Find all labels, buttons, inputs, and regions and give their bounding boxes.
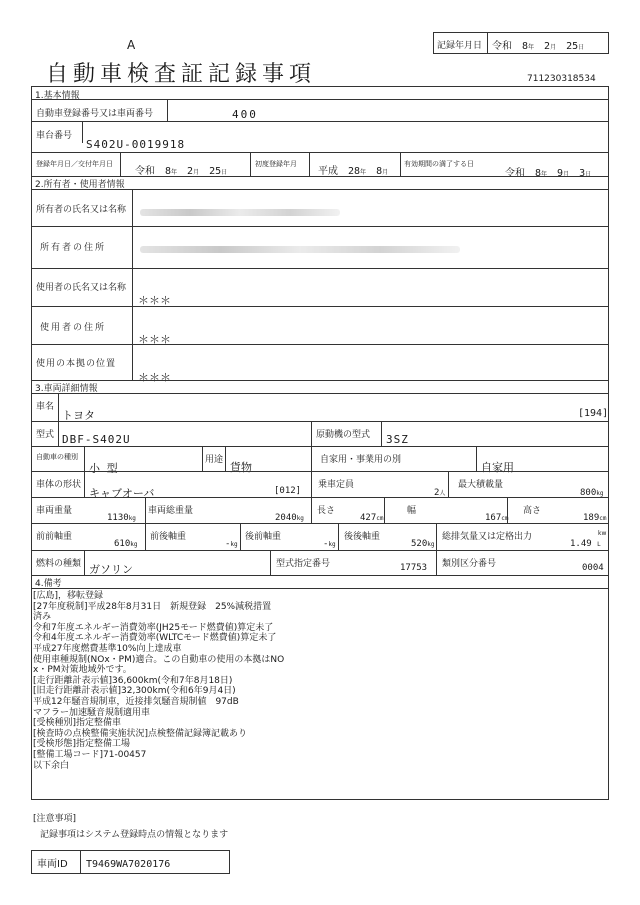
remark-line: 以下余白	[33, 760, 70, 771]
document-number: 711230318534	[527, 74, 596, 84]
owner-address-redacted	[140, 246, 460, 253]
height-label: 高さ	[523, 506, 542, 516]
reg-number-label: 自動車登録番号又は車両番号	[36, 109, 154, 119]
remark-line: [受検種別]指定整備車	[33, 718, 122, 729]
owner-address-label: 所有者の住所	[40, 243, 107, 253]
car-name-value: トヨタ	[62, 409, 95, 422]
kind-value: 小 型	[89, 462, 118, 475]
user-name-value: ＊＊＊	[138, 294, 171, 307]
model-label: 型式	[36, 430, 55, 440]
expiry-value: 令和 8年 9月 3日	[505, 168, 592, 179]
reg-date-value: 令和 8年 2月 25日	[135, 166, 228, 177]
user-address-value: ＊＊＊	[138, 333, 171, 346]
private-label: 自家用・事業用の別	[320, 455, 402, 465]
remark-line: 平成12年騒音規制車，近接排気騒音規制値 97dB	[33, 696, 239, 707]
max-load-label: 最大積載量	[458, 480, 504, 490]
height-value: 189cm	[583, 513, 607, 523]
capacity-label: 乗車定員	[318, 480, 355, 490]
displacement-label: 総排気量又は定格出力	[442, 532, 533, 542]
expiry-label: 有効期間の満了する日	[404, 160, 474, 168]
rear-front-axle-label: 後前軸重	[245, 532, 282, 542]
displacement-unit-top: kw	[598, 530, 607, 537]
model-value: DBF-S402U	[62, 433, 131, 446]
remark-line: [27年度税制]平成28年8月31日 新規登録 25%減税措置	[33, 601, 272, 612]
type-number-value: 17753	[400, 563, 428, 573]
max-load-value: 800kg	[580, 488, 604, 498]
engine-label: 原動機の型式	[316, 430, 371, 440]
width-label: 幅	[407, 506, 417, 516]
owner-name-redacted	[140, 209, 340, 216]
remark-line: [旧走行距離計表示値]32,300km(令和6年9月4日)	[33, 686, 236, 697]
front-front-axle-value: 610kg	[114, 539, 138, 549]
base-location-value: ＊＊＊	[138, 371, 171, 384]
weight-value: 1130kg	[107, 513, 136, 523]
reg-number-value: 400	[232, 108, 258, 121]
section-remarks: 4.備考	[35, 579, 62, 589]
first-reg-value: 平成 28年 8月	[318, 166, 389, 177]
capacity-value: 2人	[434, 488, 446, 498]
private-value: 自家用	[481, 461, 514, 474]
engine-value: 3SZ	[386, 433, 409, 446]
body-label: 車体の形状	[36, 480, 82, 490]
notice-title: [注意事項]	[33, 814, 77, 824]
car-name-label: 車名	[36, 402, 55, 412]
remark-line: [整備工場コード]71-00457	[33, 749, 147, 760]
first-reg-label: 初度登録年月	[255, 160, 297, 168]
car-name-code: [194]	[578, 408, 609, 419]
length-label: 長さ	[317, 506, 336, 516]
use-value: 貨物	[230, 461, 252, 474]
gross-weight-value: 2040kg	[275, 513, 304, 523]
type-number-label: 型式指定番号	[276, 559, 331, 569]
weight-label: 車両重量	[36, 506, 73, 516]
class-number-label: 類別区分番号	[442, 559, 497, 569]
owner-name-label: 所有者の氏名又は名称	[36, 205, 127, 215]
rear-rear-axle-value: 520kg	[411, 539, 435, 549]
body-value: キャブオーバ	[89, 487, 155, 500]
vehicle-id-value: T9469WA7020176	[86, 859, 171, 870]
remark-line: 平成27年度燃費基準10%向上達成車	[33, 643, 182, 654]
section-owner: 2.所有者・使用者情報	[35, 180, 125, 190]
fuel-label: 燃料の種類	[36, 559, 82, 569]
remark-line: [検査時の点検整備実施状況]点検整備記録簿記載あり	[33, 728, 248, 739]
class-number-value: 0004	[582, 563, 604, 573]
displacement-value: 1.49 L	[570, 539, 601, 549]
rear-rear-axle-label: 後後軸重	[344, 532, 381, 542]
notice-text: 記録事項はシステム登録時点の情報となります	[40, 830, 229, 840]
reg-date-label: 登録年月日／交付年月日	[36, 160, 113, 168]
remarks-text	[33, 591, 318, 771]
remark-line: [走行距離計表示値]36,600km(令和7年8月18日)	[33, 675, 233, 686]
base-location-label: 使用の本拠の位置	[36, 359, 117, 369]
user-name-label: 使用者の氏名又は名称	[36, 283, 127, 293]
remark-line: マフラー加速騒音規制適用車	[33, 707, 151, 718]
kind-label: 自動車の種別	[36, 453, 78, 461]
body-code: [012]	[274, 486, 302, 496]
chassis-number-label: 車台番号	[36, 131, 73, 141]
section-vehicle: 3.車両詳細情報	[35, 384, 98, 394]
remark-line: [受検形態]指定整備工場	[33, 739, 131, 750]
remark-line: x・PM対策地域外です。	[33, 665, 132, 676]
front-rear-axle-label: 前後軸重	[150, 532, 187, 542]
chassis-number-value: S402U-0019918	[86, 138, 186, 151]
page-title: 自動車検査証記録事項	[46, 62, 317, 87]
vehicle-id-label: 車両ID	[37, 859, 68, 870]
header-mark: A	[127, 38, 136, 52]
user-address-label: 使用者の住所	[40, 323, 107, 333]
remark-line: 済み	[33, 612, 52, 623]
remark-line: 令和4年度エネルギー消費効率(WLTCモード燃費値)算定未了	[33, 633, 277, 644]
record-date: 令和 8年 2月 25日	[492, 41, 585, 52]
front-front-axle-label: 前前軸重	[36, 532, 73, 542]
use-label: 用途	[205, 455, 224, 465]
section-basic: 1.基本情報	[35, 91, 80, 101]
remark-line: 令和7年度エネルギー消費効率(JH25モード燃費値)算定未了	[33, 622, 274, 633]
rear-front-axle-value: -kg	[323, 539, 336, 549]
remark-line: [広島]，移転登録	[33, 591, 104, 601]
record-date-label: 記録年月日	[437, 41, 483, 51]
width-value: 167cm	[485, 513, 509, 523]
gross-weight-label: 車両総重量	[148, 506, 194, 516]
front-rear-axle-value: -kg	[225, 539, 238, 549]
length-value: 427cm	[360, 513, 384, 523]
fuel-value: ガソリン	[89, 563, 133, 576]
remark-line: 使用車種規制(NOx・PM)適合。この自動車の使用の本拠はNO	[33, 654, 285, 665]
